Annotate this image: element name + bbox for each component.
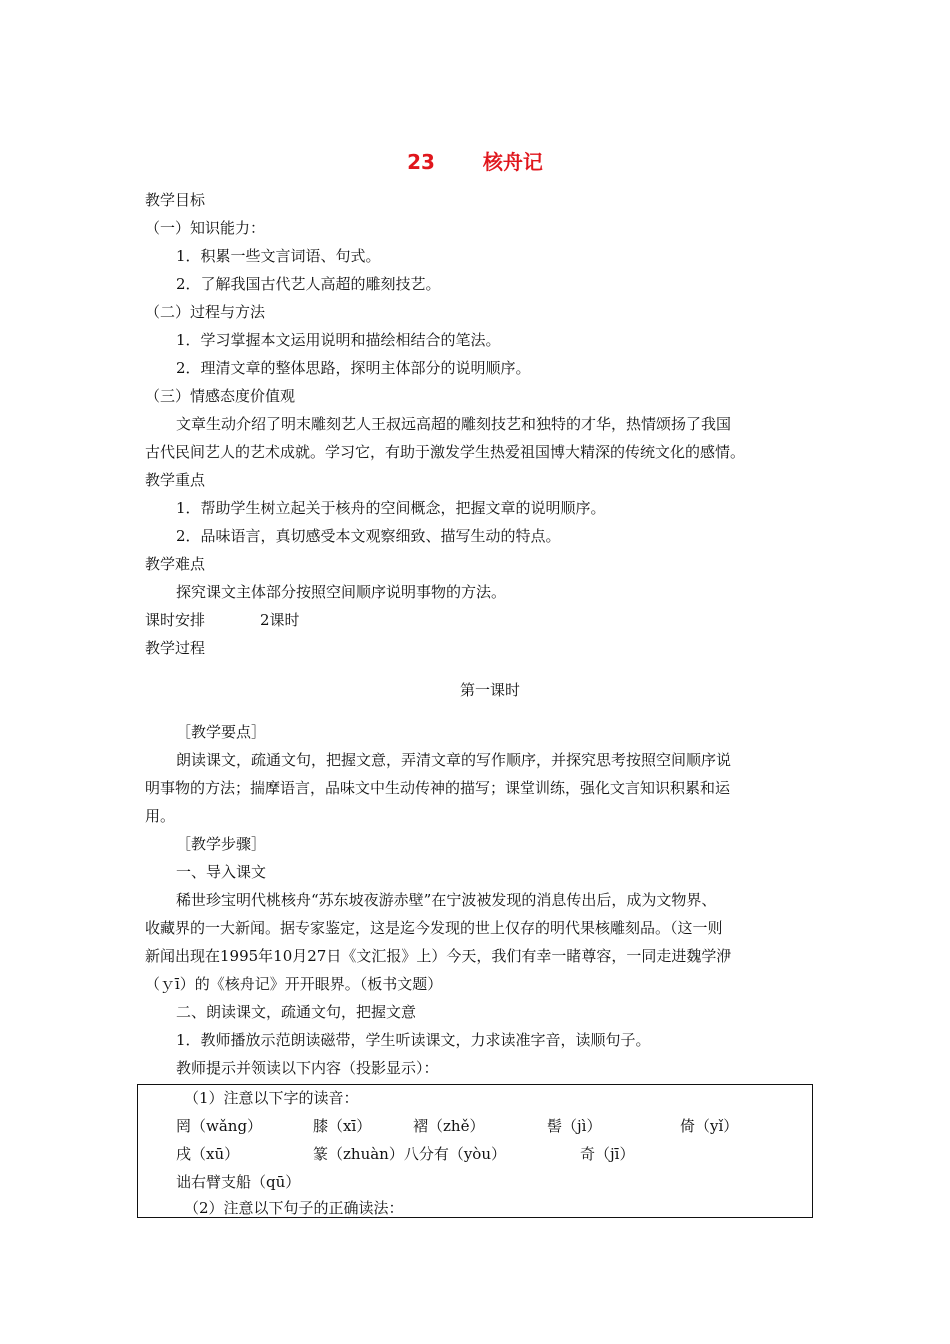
key-point-item: 2．品味语言，真切感受本文观察细致、描写生动的特点。 [176, 527, 561, 545]
goal-item: 1．积累一些文言词语、句式。 [176, 247, 381, 265]
section-process: （二）过程与方法 [145, 303, 266, 321]
lesson-title: 核舟记 [482, 150, 543, 174]
pronunciation-item: 奇（jī） [580, 1145, 635, 1163]
pronunciation-item: 诎右臂支船（qū） [176, 1173, 301, 1191]
goal-item: 1．学习掌握本文运用说明和描绘相结合的笔法。 [176, 331, 501, 349]
pronunciation-item: 罔（wǎng） [176, 1117, 263, 1135]
paragraph-line: 稀世珍宝明代桃核舟“苏东坡夜游赤壁”在宁波被发现的消息传出后，成为文物界、 [176, 891, 717, 909]
section-attitude: （三）情感态度价值观 [145, 387, 296, 405]
paragraph-line: 用。 [145, 807, 176, 825]
lesson-number: 23 [407, 150, 435, 174]
pronunciation-item: 褶（zhě） [413, 1117, 485, 1135]
paragraph-line: 明事物的方法；揣摩语言，品味文中生动传神的描写；课堂训练，强化文言知识积累和运 [145, 779, 731, 797]
box-heading: （2）注意以下句子的正确读法： [184, 1199, 404, 1217]
subheading-steps: ［教学步骤］ [176, 835, 267, 853]
paragraph-line: 文章生动介绍了明末雕刻艺人王叔远高超的雕刻技艺和独特的才华，热情颂扬了我国 [176, 415, 732, 433]
difficulty-text: 探究课文主体部分按照空间顺序说明事物的方法。 [176, 583, 507, 601]
heading-difficulty: 教学难点 [145, 555, 206, 573]
key-point-item: 1．帮助学生树立起关于核舟的空间概念，把握文章的说明顺序。 [176, 499, 606, 517]
pronunciation-item: 髻（jì） [547, 1117, 602, 1135]
paragraph-line: （ｙī）的《核舟记》开开眼界。（板书文题） [145, 975, 443, 993]
section-knowledge: （一）知识能力： [145, 219, 266, 237]
goal-item: 2．理清文章的整体思路，探明主体部分的说明顺序。 [176, 359, 531, 377]
paragraph-line: 教师提示并领读以下内容（投影显示）： [176, 1059, 439, 1077]
box-heading: （1）注意以下字的读音： [184, 1089, 359, 1107]
goal-item: 2．了解我国古代艺人高超的雕刻技艺。 [176, 275, 441, 293]
paragraph-line: 新闻出现在1995年10月27日《文汇报》上）今天，我们有幸一睹尊容，一同走进魏学洢 [145, 947, 732, 965]
heading-teaching-goals: 教学目标 [145, 191, 206, 209]
pronunciation-item: 倚（yǐ） [680, 1117, 739, 1135]
subheading-key-points: ［教学要点］ [176, 723, 267, 741]
pronunciation-item: 戌（xū） [176, 1145, 240, 1163]
heading-key-points: 教学重点 [145, 471, 206, 489]
page-title [0, 146, 950, 175]
heading-teaching-process: 教学过程 [145, 639, 206, 657]
lesson-period-title: 第一课时 [459, 681, 520, 699]
paragraph-line: 朗读课文，疏通文句，把握文意，弄清文章的写作顺序，并探究思考按照空间顺序说 [176, 751, 732, 769]
step-heading: 二、朗读课文，疏通文句，把握文意 [176, 1003, 417, 1021]
schedule-value: 2课时 [260, 611, 300, 629]
step-heading: 一、导入课文 [176, 863, 267, 881]
paragraph-line: 古代民间艺人的艺术成就。学习它，有助于激发学生热爱祖国博大精深的传统文化的感情。 [145, 443, 746, 461]
schedule-label: 课时安排 [145, 611, 206, 629]
pronunciation-item: 篆（zhuàn）八分有（yòu） [313, 1145, 506, 1163]
paragraph-line: 收藏界的一大新闻。据专家鉴定，这是迄今发现的世上仅存的明代果核雕刻品。（这一则 [145, 919, 723, 937]
paragraph-line: 1．教师播放示范朗读磁带，学生听读课文，力求读准字音，读顺句子。 [176, 1031, 651, 1049]
pronunciation-item: 膝（xī） [313, 1117, 372, 1135]
